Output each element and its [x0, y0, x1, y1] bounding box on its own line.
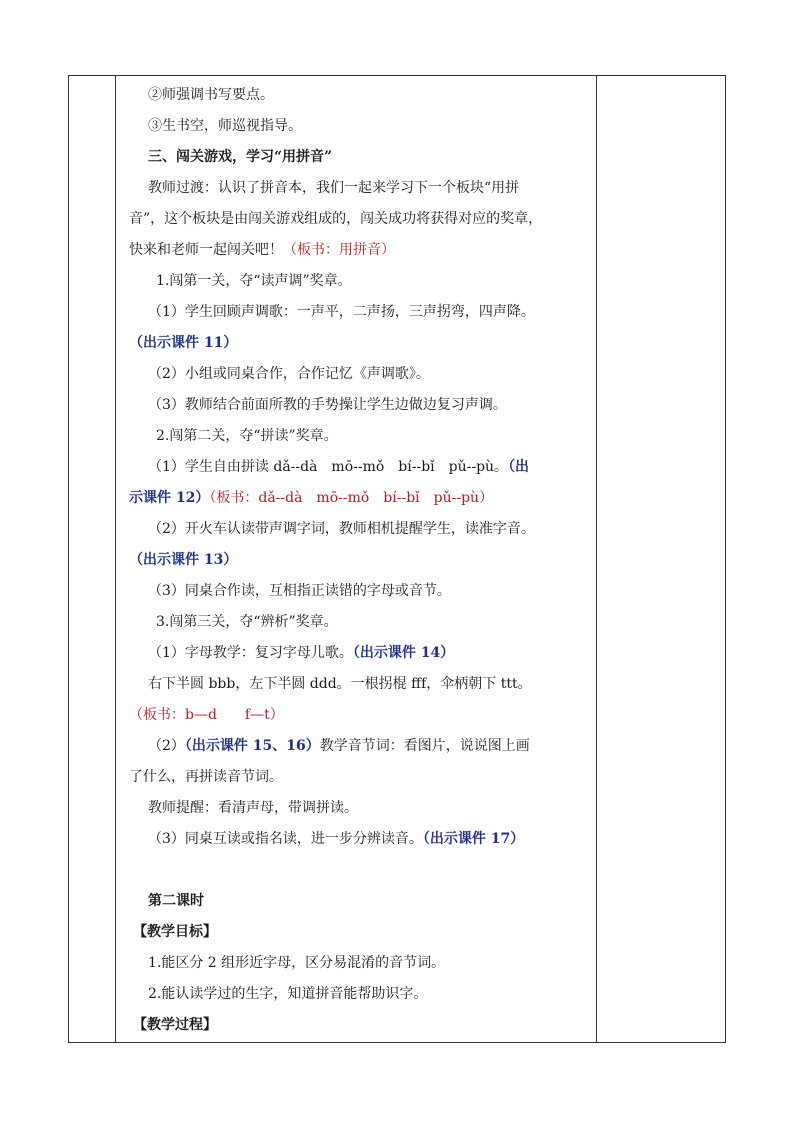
- text-line: 教师过渡：认识了拼音本，我们一起来学习下一个板块“用拼: [148, 180, 520, 196]
- text-line: （2）（出示课件 15、16）教学音节词：看图片，说说图上画: [148, 738, 530, 754]
- courseware-note: （出示课件 11）: [129, 335, 238, 351]
- text-line: （1）学生回顾声调歌：一声平，二声扬，三声拐弯，四声降。: [148, 304, 535, 320]
- courseware-note: 示课件 12）: [129, 490, 210, 506]
- table-column-divider-left: [115, 76, 116, 1042]
- section-heading: 第二课时: [148, 893, 204, 909]
- courseware-note: （出示课件 17）: [422, 831, 525, 847]
- text-line: （1）字母教学：复习字母儿歌。（出示课件 14）: [148, 645, 455, 661]
- text-line: 2.闯第二关，夺“拼读”奖章。: [156, 428, 338, 444]
- text-line: [129, 550, 237, 570]
- text-line: 音”，这个板块是由闯关游戏组成的，闯关成功将获得对应的奖章，: [129, 211, 543, 227]
- table-column-divider-right: [596, 76, 597, 1042]
- text-line: （3）教师结合前面所教的手势操让学生边做边复习声调。: [148, 397, 507, 413]
- text-line: 2.能认读学过的生字，知道拼音能帮助识字。: [148, 986, 428, 1002]
- text-line: 快来和老师一起闯关吧！（板书：用拼音）: [129, 242, 395, 258]
- board-note: （板书：dǎ--dà mō--mǒ bí--bǐ pǔ--pù）: [209, 490, 494, 506]
- board-note: （板书：b—d f—t）: [129, 707, 284, 723]
- text-line: 教师提醒：看清声母，带调拼读。: [148, 800, 358, 816]
- text-line: （3）同桌合作读，互相指正读错的字母或音节。: [148, 583, 451, 599]
- text-line: 1.闯第一关，夺“读声调”奖章。: [156, 273, 352, 289]
- text-line: ②师强调书写要点。: [148, 87, 274, 103]
- text-line: 1.能区分 2 组形近字母，区分易混淆的音节词。: [148, 955, 446, 971]
- section-heading: 三、闯关游戏，学习“用拼音”: [148, 149, 333, 165]
- section-heading: 【教学过程】: [133, 1017, 217, 1033]
- text-line: [129, 705, 284, 725]
- courseware-note: （出示课件 15、16）: [184, 738, 320, 754]
- text-line: 3.闯第三关，夺“辨析”奖章。: [156, 614, 338, 630]
- text-line: （3）同桌互读或指名读，进一步分辨读音。（出示课件 17）: [148, 831, 525, 847]
- courseware-note: （出: [508, 459, 530, 475]
- section-heading: 【教学目标】: [133, 924, 217, 940]
- courseware-note: （出示课件 14）: [352, 645, 455, 661]
- text-line: 右下半圆 bbb，左下半圆 ddd。一根拐棍 fff，伞柄朝下 ttt。: [148, 676, 532, 692]
- text-line: （2）小组或同桌合作，合作记忆《声调歌》。: [148, 366, 430, 382]
- board-note: （板书：用拼音）: [283, 242, 395, 258]
- text-line: （1）学生自由拼读 dǎ--dà mō--mǒ bí--bǐ pǔ--pù。（出: [148, 459, 530, 475]
- courseware-note: （出示课件 13）: [129, 552, 238, 568]
- text-line: 了什么，再拼读音节词。: [129, 769, 283, 785]
- text-line: [129, 488, 493, 508]
- text-line: （2）开火车认读带声调字词，教师相机提醒学生，读准字音。: [148, 521, 535, 537]
- text-line: [129, 333, 237, 353]
- text-line: ③生书空，师巡视指导。: [148, 118, 302, 134]
